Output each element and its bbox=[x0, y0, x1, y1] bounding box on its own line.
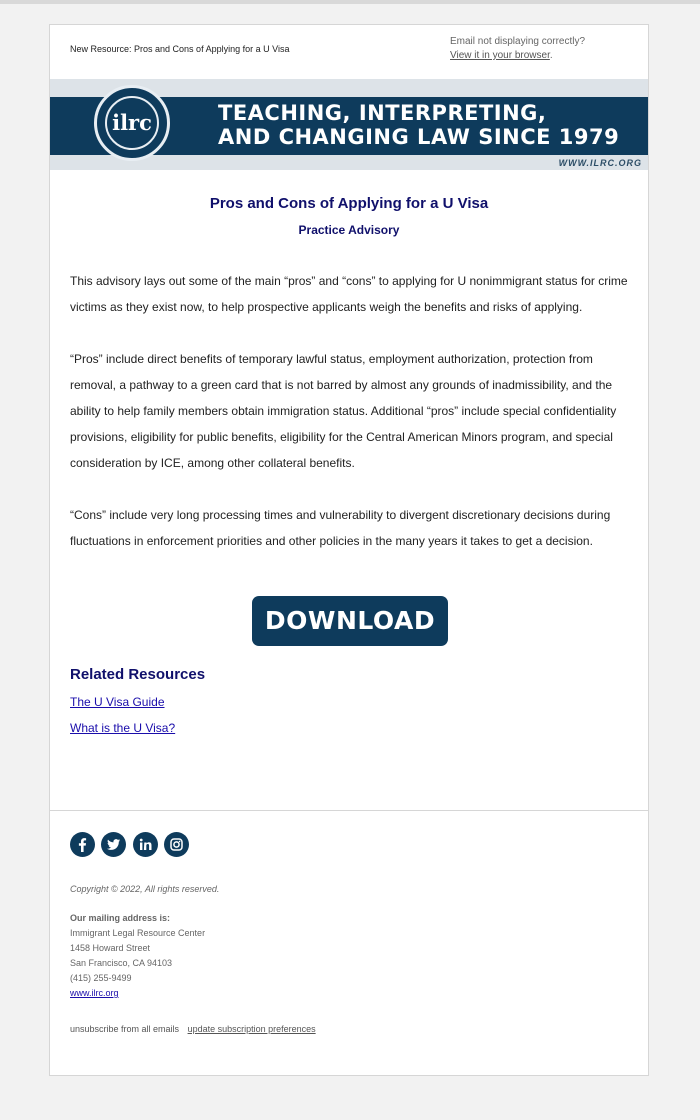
banner-headline-line2: AND CHANGING LAW SINCE 1979 bbox=[218, 125, 620, 149]
related-resources-heading: Related Resources bbox=[70, 666, 206, 683]
download-button[interactable]: DOWNLOAD bbox=[252, 596, 448, 646]
footer-divider bbox=[50, 810, 648, 811]
copyright: Copyright © 2022, All rights reserved. bbox=[70, 884, 220, 894]
social-links bbox=[70, 832, 191, 858]
unsubscribe-link[interactable]: unsubscribe from all emails bbox=[70, 1024, 180, 1034]
paragraph-pros: “Pros” include direct benefits of temporary lawful status, employment authorization, protection from removal, a pathway to a green card that is not barred by almost any grounds of inadmissibility, and the ability to help family members obtain immigration status. Additional “pros” include special confidentiality provisions, eligibility for public benefits, eligibility for the Central American Minors program, and special consideration by ICE, among other collateral benefits. bbox=[70, 352, 617, 470]
link-suffix: . bbox=[549, 50, 553, 61]
email-card bbox=[49, 24, 649, 1076]
banner-headline-line1: TEACHING, INTERPRETING, bbox=[218, 101, 547, 125]
preheader-subject: New Resource: Pros and Cons of Applying for a U Visa bbox=[70, 44, 290, 54]
mailing-address-heading: Our mailing address is: bbox=[70, 913, 171, 923]
website-link[interactable]: www.ilrc.org bbox=[70, 988, 119, 998]
instagram-icon[interactable] bbox=[164, 832, 189, 857]
article-title: Pros and Cons of Applying for a U Visa bbox=[209, 195, 489, 212]
banner-url: WWW.ILRC.ORG bbox=[558, 158, 642, 168]
address-street: 1458 Howard Street bbox=[70, 943, 151, 953]
banner-headline bbox=[218, 101, 619, 149]
related-link-what-is-u-visa[interactable]: What is the U Visa? bbox=[70, 721, 176, 735]
top-bar bbox=[0, 0, 700, 4]
update-preferences-link[interactable]: update subscription preferences bbox=[187, 1024, 316, 1034]
display-notice-text: Email not displaying correctly? bbox=[450, 36, 586, 47]
paragraph-cons: “Cons” include very long processing times and vulnerability to divergent discretionary decisions during fluctuations in enforcement priorities and other policies in the many years it takes to get a decision. bbox=[70, 508, 611, 548]
preheader bbox=[50, 25, 648, 79]
view-in-browser-link[interactable]: View it in your browser bbox=[450, 50, 550, 61]
paragraph-intro: This advisory lays out some of the main “pros” and “cons” to applying for U nonimmigrant status for crime victims as they exist now, to help prospective applicants weigh the benefits and risks of applying. bbox=[70, 274, 628, 314]
address-city: San Francisco, CA 94103 bbox=[70, 958, 173, 968]
ilrc-logo bbox=[94, 85, 170, 161]
logo-text: ilrc bbox=[105, 96, 159, 150]
mailing-address bbox=[70, 926, 205, 1001]
related-link-u-visa-guide[interactable]: The U Visa Guide bbox=[70, 695, 165, 709]
facebook-icon[interactable] bbox=[70, 832, 95, 857]
linkedin-icon[interactable] bbox=[133, 832, 158, 857]
header-banner bbox=[50, 79, 648, 170]
unsubscribe-row bbox=[70, 1022, 316, 1037]
address-org: Immigrant Legal Resource Center bbox=[70, 928, 206, 938]
article-subtitle: Practice Advisory bbox=[298, 223, 400, 237]
twitter-icon[interactable] bbox=[101, 832, 126, 857]
display-notice bbox=[450, 35, 585, 63]
address-phone: (415) 255-9499 bbox=[70, 973, 132, 983]
